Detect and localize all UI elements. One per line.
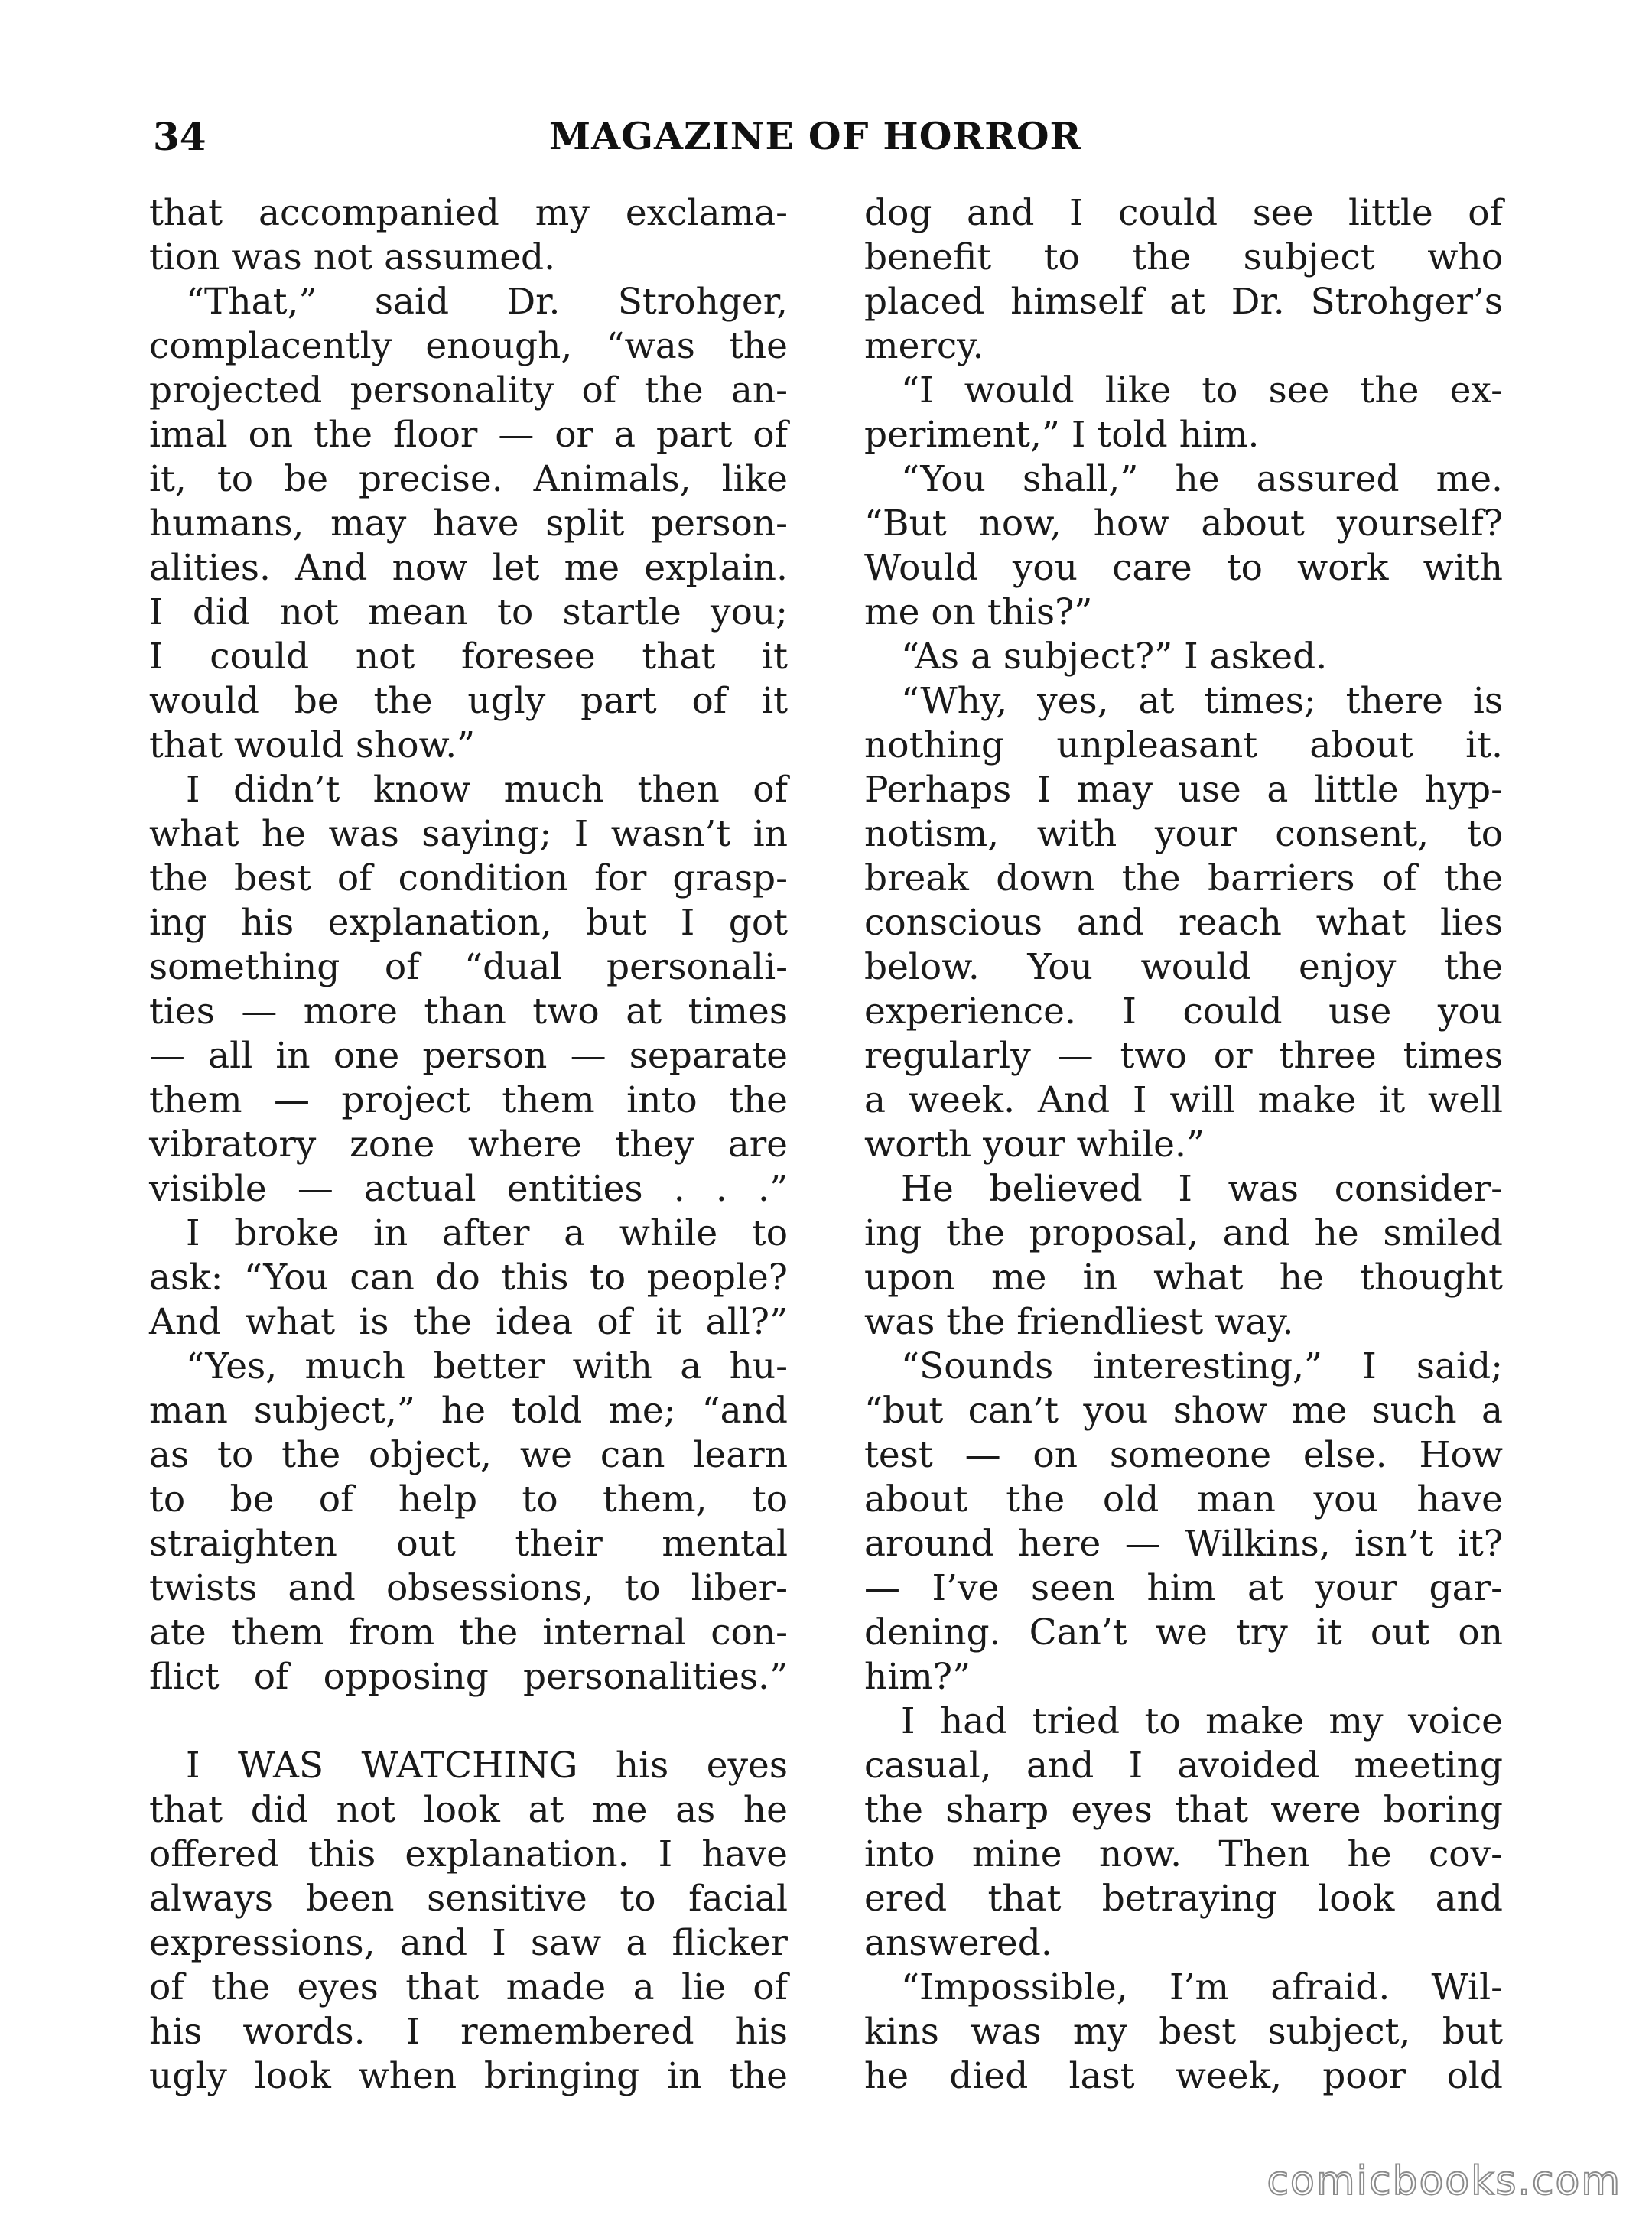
text-line: expressions, and I saw a flicker <box>149 1922 788 1964</box>
text-line: worth your while.” <box>864 1124 1205 1166</box>
text-line: mercy. <box>864 325 984 367</box>
text-line: projected personality of the an- <box>149 369 788 411</box>
left-text-column <box>149 191 788 2099</box>
text-line: below. You would enjoy the <box>864 946 1503 988</box>
text-line: “I would like to see the ex- <box>901 369 1503 411</box>
text-line: ties — more than two at times <box>149 990 788 1033</box>
text-line: “That,” said Dr. Strohger, <box>186 281 788 323</box>
text-line: ing the proposal, and he smiled <box>864 1212 1503 1254</box>
text-line: about the old man you have <box>864 1478 1503 1520</box>
text-line: offered this explanation. I have <box>149 1833 788 1875</box>
text-line: that would show.” <box>149 724 476 766</box>
text-line: nothing unpleasant about it. <box>864 724 1503 766</box>
text-line: I had tried to make my voice <box>901 1700 1503 1742</box>
text-line: man subject,” he told me; “and <box>149 1390 788 1432</box>
text-line: visible — actual entities . . .” <box>149 1168 788 1210</box>
text-line: Would you care to work with <box>864 547 1503 589</box>
text-line: “Why, yes, at times; there is <box>901 680 1503 722</box>
text-line: break down the barriers of the <box>864 857 1503 899</box>
text-line: dening. Can’t we try it out on <box>864 1611 1503 1654</box>
text-line: ugly look when bringing in the <box>149 2055 788 2097</box>
right-text-column <box>864 191 1503 2099</box>
text-line: it, to be precise. Animals, like <box>149 458 788 500</box>
text-line: I didn’t know much then of <box>186 769 788 811</box>
text-line: into mine now. Then he cov- <box>864 1833 1503 1875</box>
text-line: Perhaps I may use a little hyp- <box>864 769 1503 811</box>
text-line: vibratory zone where they are <box>149 1124 788 1166</box>
text-line: I could not foresee that it <box>149 636 788 678</box>
text-line: “Yes, much better with a hu- <box>186 1345 788 1387</box>
text-line: flict of opposing personalities.” <box>149 1656 788 1698</box>
text-line: that accompanied my exclama- <box>149 192 788 234</box>
text-line: the best of condition for grasp- <box>149 857 788 899</box>
text-line: dog and I could see little of <box>864 192 1503 234</box>
text-line: always been sensitive to facial <box>149 1878 788 1920</box>
text-line: notism, with your consent, to <box>864 813 1503 855</box>
text-line: “Impossible, I’m afraid. Wil- <box>901 1966 1503 2008</box>
text-line: kins was my best subject, but <box>864 2011 1503 2053</box>
text-line: — all in one person — separate <box>149 1035 788 1077</box>
text-line: “You shall,” he assured me. <box>901 458 1503 500</box>
text-line: upon me in what he thought <box>864 1257 1503 1299</box>
text-line: ing his explanation, but I got <box>149 902 788 944</box>
page-number: 34 <box>153 113 206 159</box>
text-line: casual, and I avoided meeting <box>864 1745 1503 1787</box>
text-line: me on this?” <box>864 591 1093 633</box>
text-line: alities. And now let me explain. <box>149 547 788 589</box>
text-line: humans, may have split person- <box>149 502 788 545</box>
text-line: — I’ve seen him at your gar- <box>864 1567 1503 1609</box>
text-line: the sharp eyes that were boring <box>864 1789 1503 1831</box>
text-line: imal on the floor — or a part of <box>149 414 788 456</box>
text-line: I WAS WATCHING his eyes <box>186 1745 788 1787</box>
watermark: comicbooks.com <box>1267 2158 1621 2204</box>
text-line: And what is the idea of it all?” <box>149 1301 788 1343</box>
text-line: of the eyes that made a lie of <box>149 1966 788 2008</box>
text-line: his words. I remembered his <box>149 2011 788 2053</box>
text-line: periment,” I told him. <box>864 414 1260 456</box>
text-line: to be of help to them, to <box>149 1478 788 1520</box>
text-line: He believed I was consider- <box>901 1168 1503 1210</box>
text-line: him?” <box>864 1656 971 1698</box>
text-line: regularly — two or three times <box>864 1035 1503 1077</box>
text-line: placed himself at Dr. Strohger’s <box>864 281 1503 323</box>
text-line: I did not mean to startle you; <box>149 591 788 633</box>
text-line: he died last week, poor old <box>864 2055 1503 2097</box>
text-line: twists and obsessions, to liber- <box>149 1567 788 1609</box>
text-line: complacently enough, “was the <box>149 325 788 367</box>
text-line: what he was saying; I wasn’t in <box>149 813 788 855</box>
text-line: experience. I could use you <box>864 990 1503 1033</box>
text-line: “but can’t you show me such a <box>864 1390 1503 1432</box>
text-line <box>149 1699 788 1744</box>
page-header <box>153 112 1499 161</box>
text-line: ered that betraying look and <box>864 1878 1503 1920</box>
text-line: answered. <box>864 1922 1052 1964</box>
text-line: ate them from the internal con- <box>149 1611 788 1654</box>
magazine-title: MAGAZINE OF HORROR <box>548 114 1082 158</box>
text-line: “But now, how about yourself? <box>864 502 1503 545</box>
text-line: a week. And I will make it well <box>864 1079 1503 1121</box>
text-line: “As a subject?” I asked. <box>901 636 1328 678</box>
text-line: around here — Wilkins, isn’t it? <box>864 1523 1503 1565</box>
text-line: would be the ugly part of it <box>149 680 788 722</box>
text-line: was the friendliest way. <box>864 1301 1294 1343</box>
text-line: straighten out their mental <box>149 1523 788 1565</box>
text-line: I broke in after a while to <box>186 1212 788 1254</box>
text-line: that did not look at me as he <box>149 1789 788 1831</box>
text-line: ask: “You can do this to people? <box>149 1257 788 1299</box>
text-line: conscious and reach what lies <box>864 902 1503 944</box>
text-line: them — project them into the <box>149 1079 788 1121</box>
text-line: something of “dual personali- <box>149 946 788 988</box>
text-line: test — on someone else. How <box>864 1434 1503 1476</box>
text-line: as to the object, we can learn <box>149 1434 788 1476</box>
text-line: “Sounds interesting,” I said; <box>901 1345 1503 1387</box>
text-line: benefit to the subject who <box>864 236 1503 278</box>
text-line: tion was not assumed. <box>149 236 556 278</box>
